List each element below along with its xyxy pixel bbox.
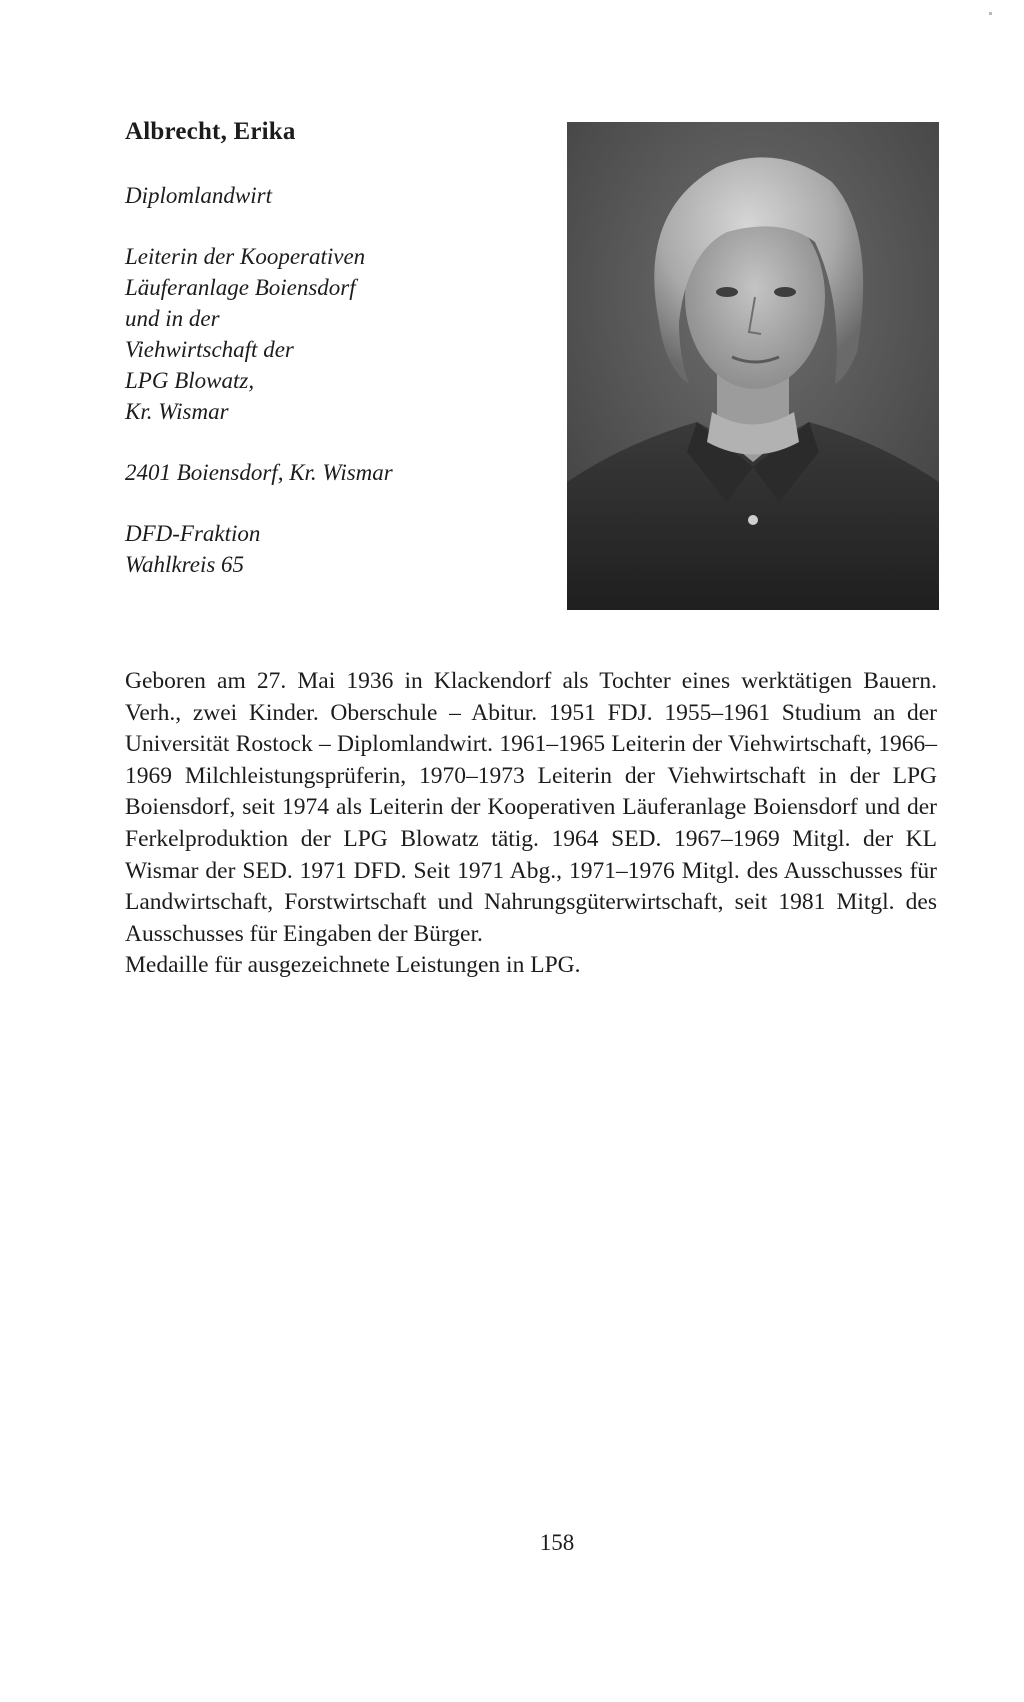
biography bbox=[125, 666, 937, 982]
portrait-image bbox=[567, 122, 939, 610]
position-line: Leiterin der Kooperativen bbox=[125, 244, 366, 269]
position-line: LPG Blowatz, bbox=[125, 368, 255, 393]
faction: DFD-Fraktion bbox=[125, 521, 261, 546]
person-info bbox=[125, 180, 545, 610]
address-group bbox=[125, 457, 545, 488]
address: 2401 Boiensdorf, Kr. Wismar bbox=[125, 460, 393, 485]
position-line: Viehwirtschaft der bbox=[125, 337, 294, 362]
person-name: Albrecht, Erika bbox=[125, 118, 296, 145]
position-line: Kr. Wismar bbox=[125, 399, 229, 424]
faction-group bbox=[125, 518, 545, 580]
portrait-photo bbox=[567, 122, 939, 610]
award-text: Medaille für ausgezeichnete Leistungen in LPG. bbox=[125, 952, 581, 979]
page-number: 158 bbox=[539, 1530, 575, 1555]
profession: Diplomlandwirt bbox=[125, 183, 272, 208]
position-line: und in der bbox=[125, 306, 220, 331]
position-line: Läuferanlage Boiensdorf bbox=[125, 275, 356, 300]
constituency: Wahlkreis 65 bbox=[125, 552, 245, 577]
profession-group bbox=[125, 180, 545, 211]
scan-dot bbox=[989, 12, 992, 15]
biography-text: Geboren am 27. Mai 1936 in Klackendorf als Tochter eines werktätigen Bauern. Verh., zwei Kinder. Oberschule – Abitur. 1951 FDJ. 1955–1961 Studium an der Universität Rostock – Diplomlandwirt. 1961–1965 Leiterin der Viehwirtschaft, 1966–1969 Milchleistungsprüferin, 1970–1973 Leiterin der Viehwirtschaft in der LPG Boiensdorf, seit 1974 als Leiterin der Kooperativen Läuferanlage Boiensdorf und der Ferkelproduktion der LPG Blowatz tätig. 1964 SED. 1967–1969 Mitgl. der KL Wismar der SED. 1971 DFD. Seit 1971 Abg., 1971–1976 Mitgl. des Ausschusses für Landwirtschaft, Forstwirtschaft und Nahrungsgüterwirtschaft, seit 1981 Mitgl. des Ausschusses für Eingaben der Bürger. bbox=[125, 668, 937, 947]
position-group bbox=[125, 241, 545, 427]
